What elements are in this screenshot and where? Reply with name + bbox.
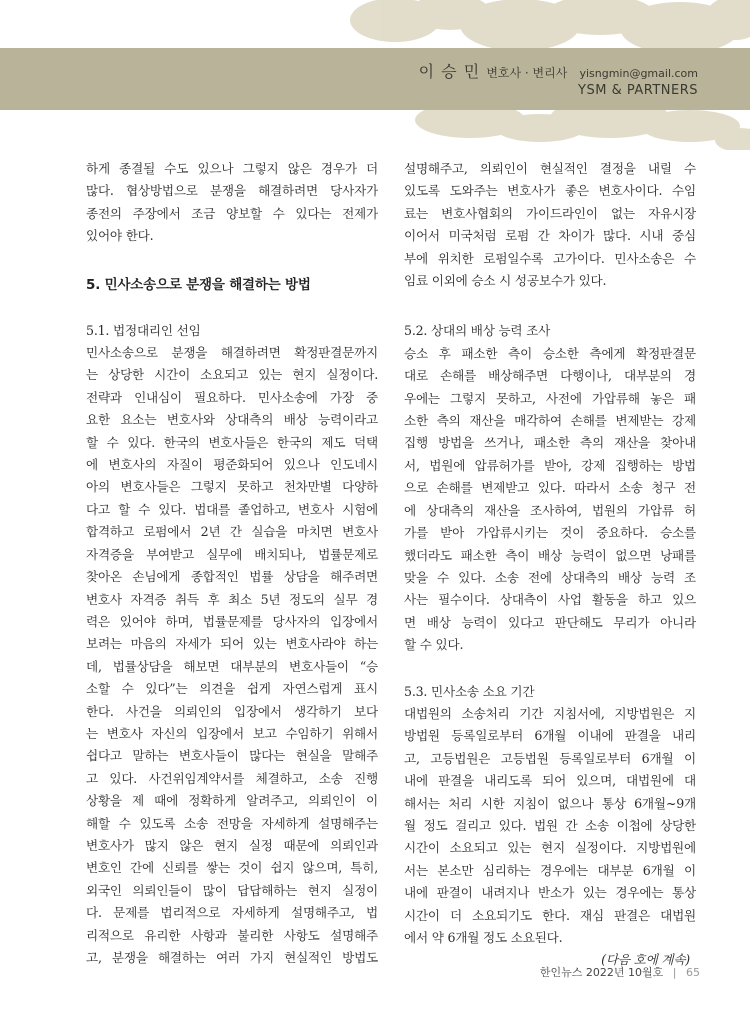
text-line: 합격하고 로펌에서 2년 간 실습을 마치면 변호사 bbox=[86, 524, 378, 540]
text-line: 했더라도 패소한 측이 배상 능력이 없으면 낭패를 bbox=[404, 547, 696, 563]
text-line: 설명해주고, 의뢰인이 현실적인 결정을 내릴 수 bbox=[404, 161, 696, 176]
sub-heading: 5.2. 상대의 배상 능력 조사 bbox=[404, 323, 551, 339]
text-line: 는 상당한 시간이 소요되고 있는 현지 실정이다. bbox=[86, 367, 378, 383]
firm-name: YSM & PARTNERS bbox=[578, 83, 698, 98]
text-line: 해서는 처리 시한 지침이 없으나 통상 6개월~9개 bbox=[404, 795, 696, 811]
text-line: 변호인 간에 신뢰를 쌓는 것이 쉽지 않으며, 특히, bbox=[86, 860, 378, 876]
author-block bbox=[419, 64, 698, 100]
text-line: 고 있다. 사건위임계약서를 체결하고, 소송 진행 bbox=[86, 770, 378, 786]
text-line: 부에 위치한 로펌일수록 고가이다. 민사소송은 수 bbox=[404, 250, 696, 266]
right-column bbox=[404, 158, 696, 972]
text-line: 우에는 그렇지 못하고, 사전에 가압류해 놓은 패 bbox=[404, 390, 696, 406]
text-line: 가를 받아 가압류시키는 것이 중요하다. 승소를 bbox=[404, 525, 696, 541]
text-line: 한다. 사건을 의뢰인의 입장에서 생각하기 보다 bbox=[86, 703, 378, 719]
continued-note: (다음 호에 계속) bbox=[601, 952, 690, 968]
right-intro-paragraph bbox=[404, 158, 696, 292]
text-line: 사는 필수이다. 상대측이 사업 활동을 하고 있으 bbox=[404, 592, 696, 608]
text-line: 대법원의 소송처리 기간 지침서에, 지방법원은 지 bbox=[404, 705, 696, 721]
right-body-paragraph-3 bbox=[404, 703, 696, 949]
left-intro-paragraph bbox=[86, 158, 378, 248]
text-line: 대로 손해를 배상해주면 다행이나, 대부분의 경 bbox=[404, 368, 696, 384]
text-line: 집행 방법을 쓰거나, 패소한 측의 재산을 찾아내 bbox=[404, 435, 696, 451]
page-number: 65 bbox=[686, 966, 700, 979]
text-line: 외국인 의뢰인들이 많이 답답해하는 현지 실정이 bbox=[86, 882, 378, 898]
text-line: 쉽다고 말하는 변호사들이 많다는 현실을 말해주 bbox=[86, 748, 378, 764]
text-line: 데, 법률상담을 해보면 대부분의 변호사들이 “승 bbox=[86, 658, 378, 674]
text-line: 으로 손해를 변제받고 있다. 따라서 소송 청구 전 bbox=[404, 480, 696, 496]
text-line: 고, 분쟁을 해결하는 여러 가지 현실적인 방법도 bbox=[86, 950, 378, 965]
sub-heading: 5.1. 법정대리인 선임 bbox=[86, 322, 201, 338]
text-line: 는 변호사 자신의 입장에서 보고 수임하기 위해서 bbox=[86, 725, 378, 741]
text-line: 에 변호사의 자질이 평준화되어 있으나 인도네시 bbox=[86, 457, 378, 473]
text-line: 이어서 미국처럼 로펌 간 차이가 많다. 시내 중심 bbox=[404, 228, 696, 244]
text-line: 소한 측의 재산을 매각하여 손해를 변제받는 강제 bbox=[404, 413, 696, 429]
text-line: 임료 이외에 승소 시 성공보수가 있다. bbox=[404, 273, 607, 289]
text-line: 소할 수 있다”는 의견을 쉽게 자연스럽게 표시 bbox=[86, 681, 378, 697]
text-line: 변호사 자격증 취득 후 최소 5년 정도의 실무 경 bbox=[86, 591, 378, 607]
text-line: 다고 할 수 있다. 법대를 졸업하고, 변호사 시험에 bbox=[86, 501, 378, 517]
text-line: 서는 본소만 심리하는 경우에는 대부분 6개월 이 bbox=[404, 862, 696, 878]
publication-name: 한인뉴스 2022년 10월호 bbox=[539, 966, 664, 979]
text-line: 전략과 인내심이 필요하다. 민사소송에 가장 중 bbox=[86, 389, 378, 405]
author-email: yisngmin@gmail.com bbox=[579, 67, 698, 80]
text-line: 고, 고등법원은 고등법원 등록일로부터 6개월 이 bbox=[404, 750, 696, 766]
text-line: 민사소송으로 분쟁을 해결하려면 확정판결문까지 bbox=[86, 345, 378, 361]
text-line: 자격증을 부여받고 실무에 배치되나, 법률문제로 bbox=[86, 546, 378, 562]
text-line: 할 수 있다. bbox=[404, 637, 464, 653]
text-line: 시간이 소요되고 있는 현지 실정이다. 지방법원에 bbox=[404, 840, 696, 856]
text-line: 시간이 더 소요되기도 한다. 재심 판결은 대법원 bbox=[404, 907, 696, 923]
text-line: 다. 문제를 법리적으로 자세하게 설명해주고, 법 bbox=[86, 905, 378, 921]
text-line: 맞을 수 있다. 소송 전에 상대측의 배상 능력 조 bbox=[404, 569, 696, 585]
text-line: 료는 변호사협회의 가이드라인이 없는 자유시장 bbox=[404, 205, 696, 221]
left-body-paragraph bbox=[86, 342, 378, 969]
text-line: 력은 있어야 하며, 법률문제를 당사자의 입장에서 bbox=[86, 613, 378, 629]
text-line: 찾아온 손님에게 종합적인 법률 상담을 해주려면 bbox=[86, 569, 378, 585]
text-line: 에서 약 6개월 정도 소요된다. bbox=[404, 930, 563, 945]
right-body-paragraph-2 bbox=[404, 343, 696, 657]
text-line: 많다. 협상방법으로 분쟁을 해결하려면 당사자가 bbox=[86, 183, 378, 199]
text-line: 있어야 한다. bbox=[86, 228, 154, 244]
text-line: 월 정도 걸리고 있다. 법원 간 소송 이첩에 상당한 bbox=[404, 817, 696, 833]
text-line: 해할 수 있도록 소송 전망을 자세하게 설명해주는 bbox=[86, 815, 378, 831]
section-heading: 5. 민사소송으로 분쟁을 해결하는 방법 bbox=[86, 276, 311, 293]
text-line: 할 수 있다. 한국의 변호사들은 한국의 제도 덕택 bbox=[86, 434, 378, 450]
text-line: 에 상대측의 재산을 조사하여, 법원의 가압류 허 bbox=[404, 502, 696, 518]
text-line: 승소 후 패소한 측이 승소한 측에게 확정판결문 bbox=[404, 345, 696, 361]
text-line: 있도록 도와주는 변호사가 좋은 변호사이다. 수임 bbox=[404, 183, 696, 199]
text-line: 면 배상 능력이 있다고 판단해도 무리가 아니라 bbox=[404, 614, 696, 630]
text-line: 종전의 주장에서 조금 양보할 수 있다는 전제가 bbox=[86, 205, 378, 221]
text-line: 아의 변호사들은 그렇지 못하고 천차만별 다양하 bbox=[86, 479, 378, 495]
text-line: 하게 종결될 수도 있으나 그렇지 않은 경우가 더 bbox=[86, 161, 378, 176]
text-line: 서, 법원에 압류허가를 받아, 강제 집행하는 방법 bbox=[404, 457, 696, 473]
left-column bbox=[86, 158, 378, 969]
author-title: 변호사 · 변리사 bbox=[486, 66, 568, 80]
text-line: 변호사가 많지 않은 현지 실정 때문에 의뢰인과 bbox=[86, 837, 378, 853]
page-footer bbox=[540, 964, 700, 980]
text-line: 요한 요소는 변호사와 상대측의 배상 능력이라고 bbox=[86, 412, 378, 428]
footer-separator: | bbox=[672, 966, 677, 979]
text-line: 상황을 제 때에 정확하게 알려주고, 의뢰인이 이 bbox=[86, 793, 378, 809]
author-name: 이 승 민 bbox=[418, 62, 481, 81]
text-line: 리적으로 유리한 사항과 불리한 사항도 설명해주 bbox=[86, 927, 378, 943]
text-line: 보려는 마음의 자세가 되어 있는 변호사라야 하는 bbox=[86, 636, 378, 652]
text-line: 방법원 등록일로부터 6개월 이내에 판결을 내리 bbox=[404, 728, 696, 744]
sub-heading: 5.3. 민사소송 소요 기간 bbox=[404, 683, 535, 699]
text-line: 내에 판결이 내려지나 반소가 있는 경우에는 통상 bbox=[404, 885, 696, 901]
text-line: 내에 판결을 내리도록 되어 있으며, 대법원에 대 bbox=[404, 773, 696, 789]
